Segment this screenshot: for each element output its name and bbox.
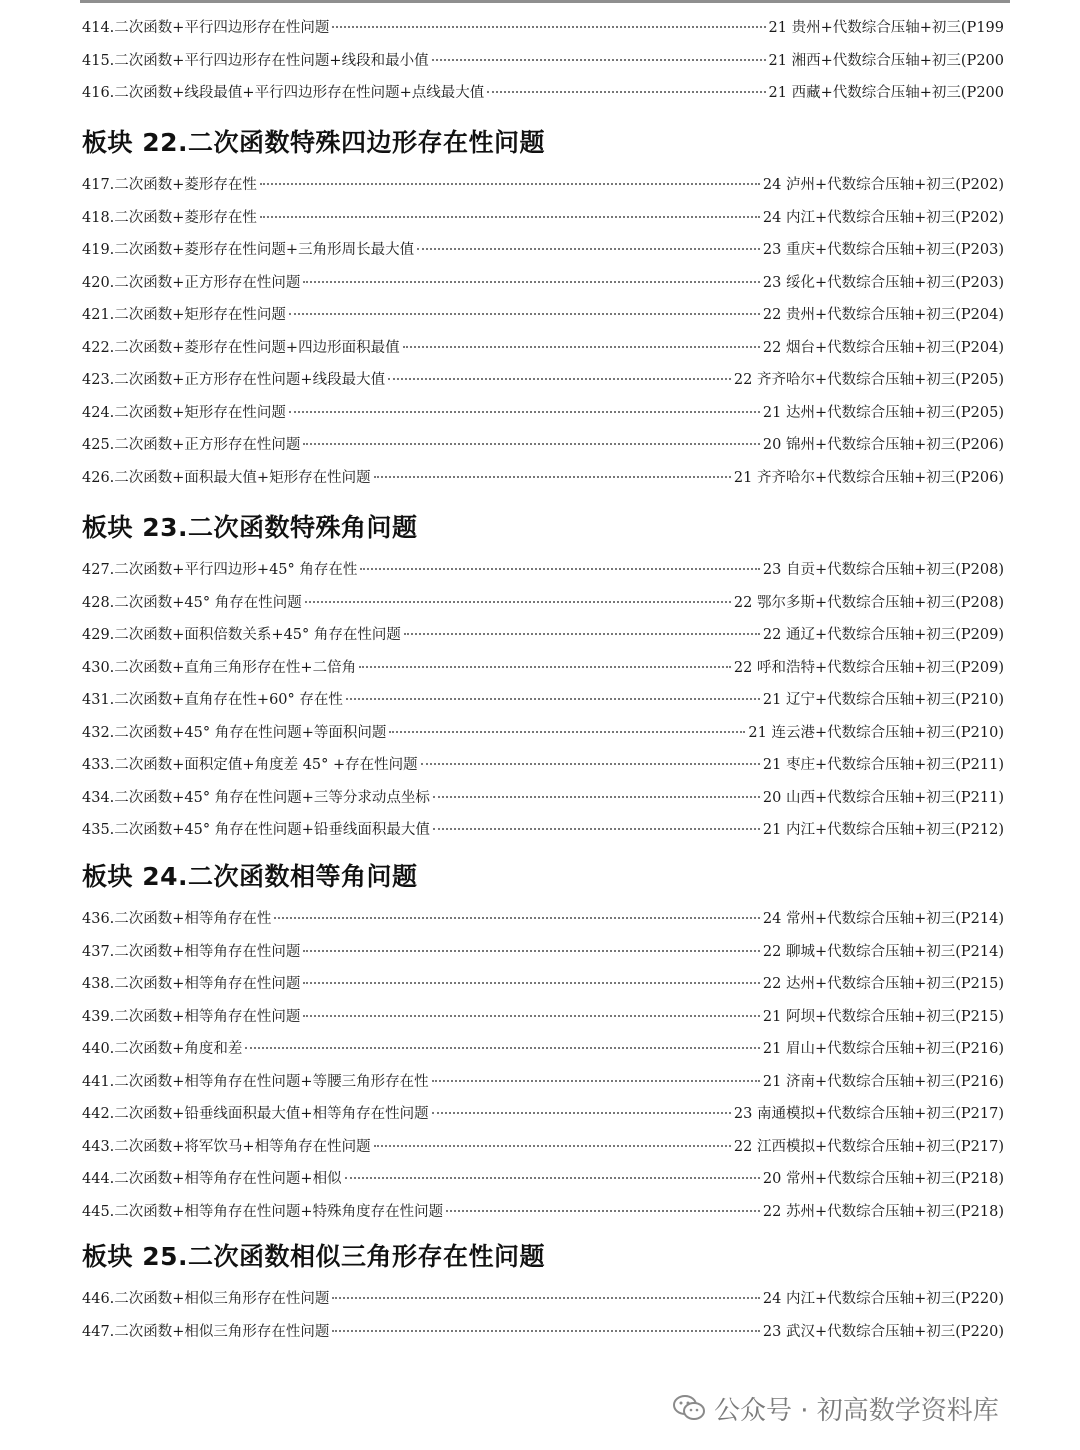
section-heading: 板块 22.二次函数特殊四边形存在性问题 [82, 128, 545, 157]
toc-entry: 429.二次函数+面积倍数关系+45° 角存在性问题 22 通辽+代数综合压轴+初三(P209) [82, 627, 1004, 643]
toc-entry: 446.二次函数+相似三角形存在性问题 24 内江+代数综合压轴+初三(P220) [82, 1291, 1004, 1307]
toc-entry: 417.二次函数+菱形存在性 24 泸州+代数综合压轴+初三(P202) [82, 177, 1004, 193]
toc-section-23 [82, 502, 1004, 847]
toc-entry: 428.二次函数+45° 角存在性问题 22 鄂尔多斯+代数综合压轴+初三(P208) [82, 594, 1004, 611]
toc-entry: 418.二次函数+菱形存在性 24 内江+代数综合压轴+初三(P202) [82, 209, 1004, 226]
toc-entry: 414.二次函数+平行四边形存在性问题 21 贵州+代数综合压轴+初三(P199 [82, 20, 1004, 36]
section-heading: 板块 23.二次函数特殊角问题 [82, 513, 418, 542]
toc-entry: 433.二次函数+面积定值+角度差 45° +存在性问题 21 枣庄+代数综合压轴+初三(P211) [82, 757, 1004, 773]
toc-entry: 422.二次函数+菱形存在性问题+四边形面积最值 22 烟台+代数综合压轴+初三(P204) [82, 339, 1004, 356]
toc-entry: 438.二次函数+相等角存在性问题 22 达州+代数综合压轴+初三(P215) [82, 976, 1004, 992]
toc-entry: 441.二次函数+相等角存在性问题+等腰三角形存在性 21 济南+代数综合压轴+初三(P216) [82, 1073, 1004, 1090]
toc-entry: 435.二次函数+45° 角存在性问题+铅垂线面积最大值 21 内江+代数综合压轴+初三(P212) [82, 822, 1004, 838]
watermark [672, 1388, 999, 1428]
wechat-icon [672, 1393, 706, 1423]
toc-entry: 426.二次函数+面积最大值+矩形存在性问题 21 齐齐哈尔+代数综合压轴+初三(P206) [82, 469, 1004, 486]
watermark-text: 公众号 · 初高数学资料库 [714, 1395, 999, 1426]
toc-entry: 439.二次函数+相等角存在性问题 21 阿坝+代数综合压轴+初三(P215) [82, 1008, 1004, 1025]
toc-entry: 425.二次函数+正方形存在性问题 20 锦州+代数综合压轴+初三(P206) [82, 437, 1004, 453]
toc-entry: 436.二次函数+相等角存在性 24 常州+代数综合压轴+初三(P214) [82, 911, 1004, 927]
section-heading: 板块 25.二次函数相似三角形存在性问题 [82, 1242, 545, 1271]
toc-entry: 447.二次函数+相似三角形存在性问题 23 武汉+代数综合压轴+初三(P220) [82, 1323, 1004, 1340]
toc-section-22 [82, 117, 1004, 494]
toc-entry: 415.二次函数+平行四边形存在性问题+线段和最小值 21 湘西+代数综合压轴+初三(P200 [82, 52, 1004, 69]
toc-entry: 423.二次函数+正方形存在性问题+线段最大值 22 齐齐哈尔+代数综合压轴+初三(P205) [82, 372, 1004, 388]
section-heading: 板块 24.二次函数相等角问题 [82, 862, 418, 891]
toc-entry: 430.二次函数+直角三角形存在性+二倍角 22 呼和浩特+代数综合压轴+初三(P209) [82, 659, 1004, 676]
toc-entry: 434.二次函数+45° 角存在性问题+三等分求动点坐标 20 山西+代数综合压轴+初三(P211) [82, 789, 1004, 806]
toc-entry: 445.二次函数+相等角存在性问题+特殊角度存在性问题 22 苏州+代数综合压轴+初三(P218) [82, 1203, 1004, 1220]
toc-entry: 432.二次函数+45° 角存在性问题+等面积问题 21 连云港+代数综合压轴+初三(P210) [82, 724, 1004, 741]
toc-entry: 437.二次函数+相等角存在性问题 22 聊城+代数综合压轴+初三(P214) [82, 943, 1004, 960]
toc-entry: 443.二次函数+将军饮马+相等角存在性问题 22 江西模拟+代数综合压轴+初三(P217) [82, 1138, 1004, 1155]
toc-entry: 427.二次函数+平行四边形+45° 角存在性 23 自贡+代数综合压轴+初三(P208) [82, 562, 1004, 578]
toc-entry: 416.二次函数+线段最值+平行四边形存在性问题+点线最大值 21 西藏+代数综合压轴+初三(P200 [82, 85, 1004, 101]
toc-section-0 [82, 12, 1004, 110]
toc-entry: 420.二次函数+正方形存在性问题 23 绥化+代数综合压轴+初三(P203) [82, 274, 1004, 291]
toc-entry: 444.二次函数+相等角存在性问题+相似 20 常州+代数综合压轴+初三(P218) [82, 1171, 1004, 1187]
toc-entry: 421.二次函数+矩形存在性问题 22 贵州+代数综合压轴+初三(P204) [82, 307, 1004, 323]
toc-entry: 431.二次函数+直角存在性+60° 存在性 21 辽宁+代数综合压轴+初三(P210) [82, 692, 1004, 708]
top-rule [80, 0, 1010, 3]
toc-section-25 [82, 1231, 1004, 1348]
toc-entry: 442.二次函数+铅垂线面积最大值+相等角存在性问题 23 南通模拟+代数综合压轴+初三(P217) [82, 1106, 1004, 1122]
toc-entry: 440.二次函数+角度和差 21 眉山+代数综合压轴+初三(P216) [82, 1041, 1004, 1057]
toc-section-24 [82, 851, 1004, 1228]
toc-entry: 424.二次函数+矩形存在性问题 21 达州+代数综合压轴+初三(P205) [82, 404, 1004, 421]
toc-entry: 419.二次函数+菱形存在性问题+三角形周长最大值 23 重庆+代数综合压轴+初三(P203) [82, 242, 1004, 258]
